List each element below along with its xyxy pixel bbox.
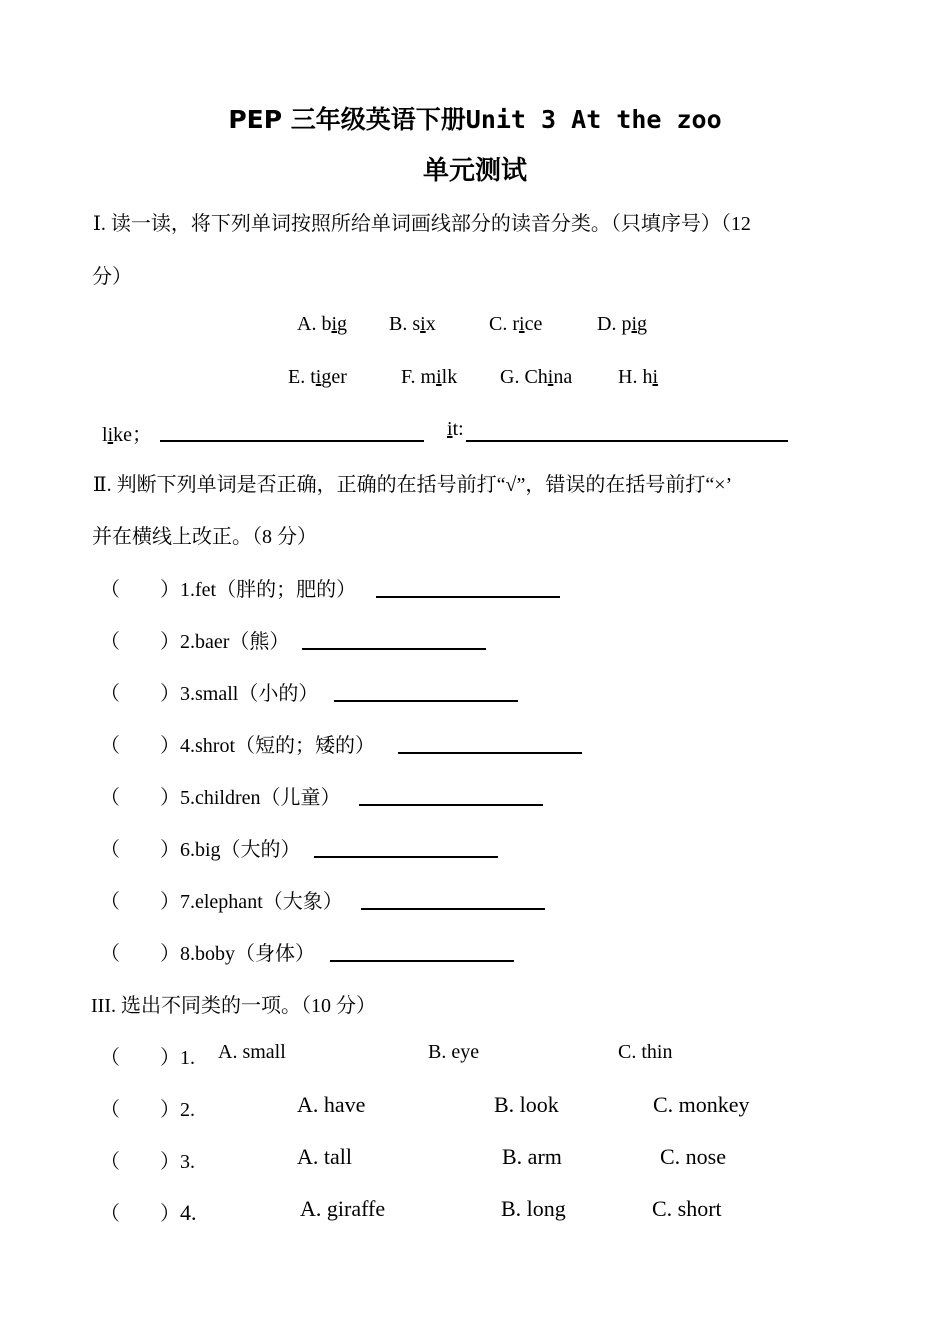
word-a: A. big [297,313,348,335]
list-item: （ ）7.elephant（大象） [100,891,343,913]
option-c: C. nose [660,1144,726,1169]
list-item: （ ）6.big（大的） [100,839,301,861]
answer-paren[interactable]: （ ） [100,943,180,965]
list-item: （ ）4.shrot（短的；矮的） [100,735,375,757]
category-like: like； [102,424,153,446]
section3-heading: III. 选出不同类的一项。（10 分） [91,995,376,1017]
option-b: B. long [501,1196,566,1221]
option-a: A. have [297,1092,366,1117]
word-b: B. six [389,313,436,335]
answer-paren[interactable]: （ ） [100,1099,180,1121]
list-item: （ ）3.small（小的） [100,683,319,705]
answer-paren[interactable]: （ ） [100,839,180,861]
title-unit: Unit 3 At the zoo [465,105,722,134]
word-f: F. milk [401,366,458,388]
correction-blank[interactable] [359,786,543,806]
correction-blank[interactable] [302,630,486,650]
correction-blank[interactable] [334,682,518,702]
section1-heading-line1: Ⅰ. 读一读，将下列单词按照所给单词画线部分的读音分类。（只填序号）（12 [93,213,751,235]
title-prefix: PEP 三年级英语下册 [228,105,466,134]
list-item: （ ）2.baer（熊） [100,631,290,653]
option-a: A. giraffe [300,1196,386,1221]
correction-blank[interactable] [398,734,582,754]
answer-blank-like[interactable] [160,422,424,442]
section2-heading-line2: 并在横线上改正。（8 分） [92,526,317,548]
page-title [0,100,950,136]
answer-paren[interactable]: （ ） [100,735,180,757]
category-it: it: [447,418,464,440]
page-subtitle: 单元测试 [422,156,527,186]
section1-heading-line2: 分） [92,266,132,288]
list-item: （ ）5.children（儿童） [100,787,341,809]
word-g: G. China [500,366,573,388]
list-item: （ ）8.boby（身体） [100,943,315,965]
correction-blank[interactable] [376,578,560,598]
option-a: A. small [218,1041,286,1063]
answer-paren[interactable]: （ ） [100,787,180,809]
option-b: B. eye [428,1041,480,1063]
answer-paren[interactable]: （ ） [100,1151,180,1173]
answer-paren[interactable]: （ ） [100,891,180,913]
correction-blank[interactable] [361,890,545,910]
answer-paren[interactable]: （ ） [100,631,180,653]
list-item: （ ）2. [100,1099,195,1121]
word-d: D. pig [597,313,648,335]
option-a: A. tall [297,1144,352,1169]
correction-blank[interactable] [330,942,514,962]
option-b: B. arm [502,1144,562,1169]
answer-paren[interactable]: （ ） [100,1203,180,1225]
list-item: （ ）4. [100,1200,197,1225]
correction-blank[interactable] [314,838,498,858]
answer-blank-it[interactable] [466,422,788,442]
option-c: C. short [652,1196,722,1221]
option-b: B. look [494,1092,559,1117]
list-item: （ ）1.fet（胖的；肥的） [100,579,357,601]
word-c: C. rice [489,313,543,335]
list-item: （ ）3. [100,1151,195,1173]
word-e: E. tiger [288,366,347,388]
answer-paren[interactable]: （ ） [100,683,180,705]
option-c: C. monkey [653,1092,750,1117]
word-h: H. hi [618,366,659,388]
answer-paren[interactable]: （ ） [100,579,180,601]
section2-heading-line1: Ⅱ. 判断下列单词是否正确，正确的在括号前打“√”，错误的在括号前打“×’ [93,474,733,496]
list-item: （ ）1. [100,1047,195,1069]
answer-paren[interactable]: （ ） [100,1047,180,1069]
option-c: C. thin [618,1041,673,1063]
